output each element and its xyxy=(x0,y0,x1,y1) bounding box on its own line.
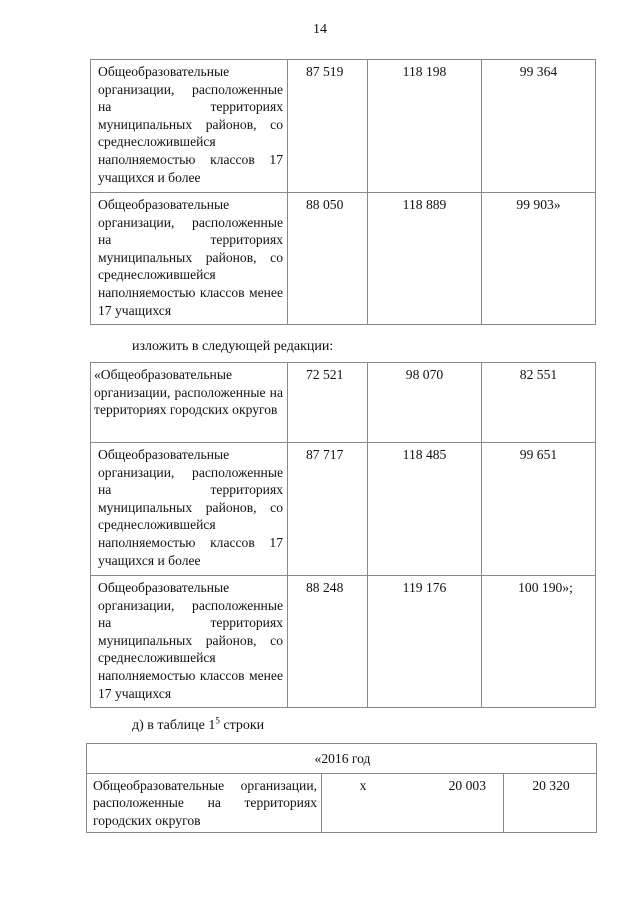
cell-value: 119 176 xyxy=(368,576,482,708)
cell-value: 82 551 xyxy=(482,363,596,443)
table-row xyxy=(91,576,596,708)
cell-value: 88 050 xyxy=(288,193,368,325)
table-row xyxy=(87,773,597,833)
instruction-text-2 xyxy=(132,715,265,734)
row-name: Общеобразовательные организации, расположенные на территориях городских округов xyxy=(87,773,322,833)
cell-value: 88 248 xyxy=(288,576,368,708)
cell-value: 99 903» xyxy=(482,193,596,325)
table-row xyxy=(91,443,596,576)
cell-value: х xyxy=(359,777,367,793)
page-number: 14 xyxy=(313,22,327,37)
cell-value: 87 717 xyxy=(288,443,368,576)
row-name: «Общеобразовательные организации, расположенные на территориях городских округов xyxy=(91,363,288,443)
cell-value: 87 519 xyxy=(288,60,368,193)
cell-value: 72 521 xyxy=(288,363,368,443)
cell-value: 20 320 xyxy=(504,773,597,833)
table-row xyxy=(91,193,596,325)
superscript: 5 xyxy=(215,715,220,726)
cell-pair xyxy=(322,773,504,833)
table-row xyxy=(91,363,596,443)
table-continued xyxy=(90,59,596,325)
instruction-text: изложить в следующей редакции: xyxy=(132,339,334,354)
row-name: Общеобразовательные организации, расположенные на территориях муниципальных районов, со среднесложившейся наполняемостью классов 17 учащихся и более xyxy=(91,443,288,576)
table-replacement xyxy=(90,362,596,708)
table-header-row xyxy=(87,744,597,774)
cell-value: 99 651 xyxy=(482,443,596,576)
row-name: Общеобразовательные организации, расположенные на территориях муниципальных районов, со среднесложившейся наполняемостью классов менее 17 учащихся xyxy=(91,576,288,708)
table-row xyxy=(91,60,596,193)
instruction-before: д) в таблице 1 xyxy=(132,718,216,733)
year-header: «2016 год xyxy=(87,744,597,774)
cell-value: 118 198 xyxy=(368,60,482,193)
table-1-5 xyxy=(86,743,597,833)
row-name: Общеобразовательные организации, расположенные на территориях муниципальных районов, со среднесложившейся наполняемостью классов менее 17 учащихся xyxy=(91,193,288,325)
cell-value: 118 485 xyxy=(368,443,482,576)
cell-value: 100 190»; xyxy=(482,576,596,708)
cell-value: 118 889 xyxy=(368,193,482,325)
cell-value: 20 003 xyxy=(448,777,486,793)
cell-value: 99 364 xyxy=(482,60,596,193)
row-name: Общеобразовательные организации, расположенные на территориях муниципальных районов, со среднесложившейся наполняемостью классов 17 учащихся и более xyxy=(91,60,288,193)
cell-value: 98 070 xyxy=(368,363,482,443)
instruction-after: строки xyxy=(219,718,265,733)
